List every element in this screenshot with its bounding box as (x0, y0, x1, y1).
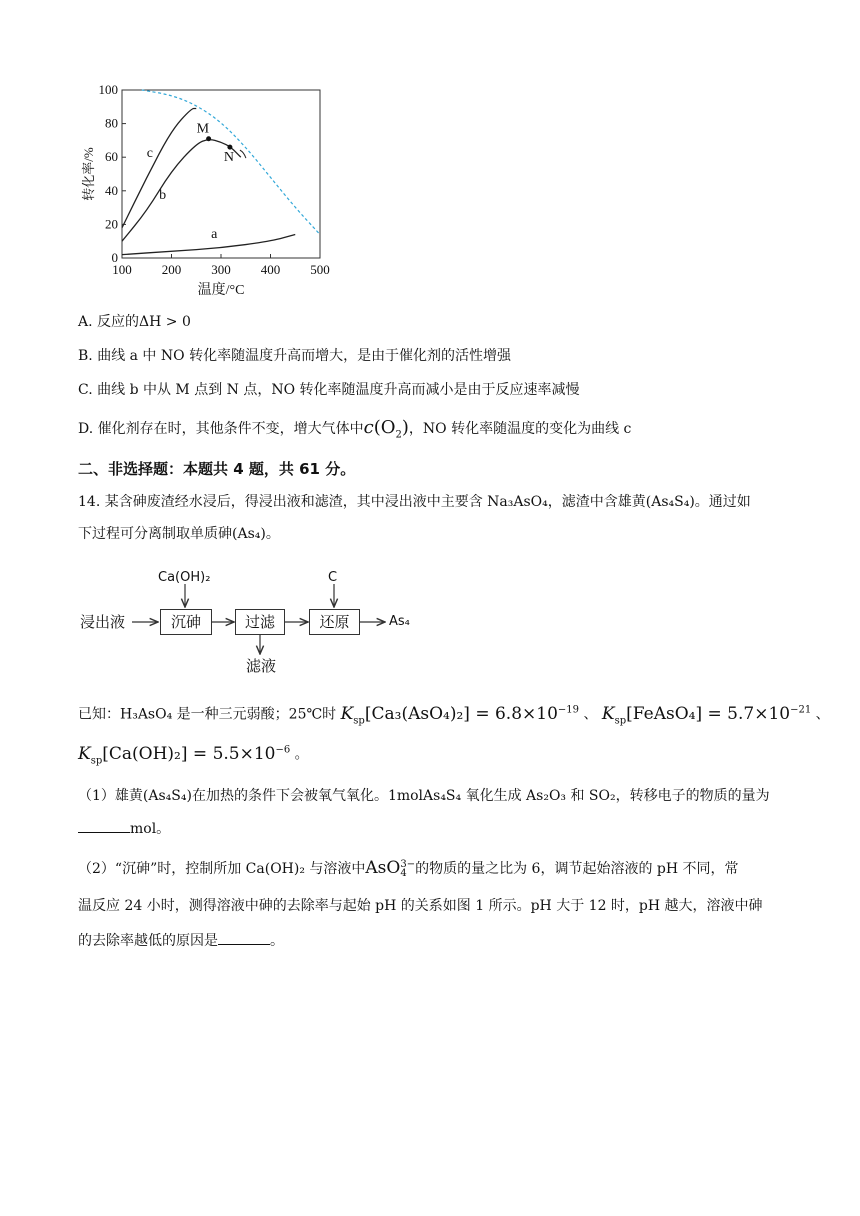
series-label-a: a (211, 226, 218, 242)
flow-input: 浸出液 (80, 613, 126, 631)
flow-reagent-caoh2: Ca(OH)₂ (158, 570, 211, 585)
x-tick-label: 200 (161, 262, 182, 277)
flow-reagent-c: C (328, 570, 338, 585)
flow-output-as4: As₄ (389, 614, 410, 629)
option-b: B. 曲线 a 中 NO 转化率随温度升高而增大，是由于催化剂的活性增强 (78, 348, 512, 364)
answer-blank-1[interactable] (78, 818, 130, 833)
x-axis-label: 温度/°C (197, 283, 245, 298)
ksp-caoh2: $K_{sp}[Ca(OH)_2] = 5.5\times 10^{-6}$ (78, 743, 291, 767)
c-o2-formula: $c(O_2)$ (363, 417, 409, 441)
flow-output-filtrate: 滤液 (246, 657, 277, 675)
q14-part1-line1: （1）雄黄(As₄S₄)在加热的条件下会被氧气氧化。1molAs₄S₄ 氧化生成 As₂O₃ 和 SO₂，转移电子的物质的量为 (78, 788, 770, 804)
y-tick-label: 100 (98, 82, 118, 97)
x-tick-label: 500 (310, 262, 330, 277)
ksp-feaso4: $K_{sp}[FeAsO_4] = 5.7\times 10^{-21}$ (601, 703, 812, 727)
flow-box-chenshen: 沉砷 (160, 609, 212, 635)
series-label-c: c (146, 146, 153, 162)
flow-box-huanyuan: 还原 (309, 609, 360, 635)
x-tick-label: 400 (260, 262, 281, 277)
x-tick-label: 300 (211, 262, 231, 277)
point-N (227, 145, 232, 150)
x-tick-label: 100 (112, 262, 132, 277)
option-d: D. 催化剂存在时，其他条件不变，增大气体中$c(O_2)$，NO 转化率随温度的变化为曲线 c (78, 417, 632, 441)
answer-blank-2[interactable] (218, 930, 270, 945)
series-label-b: b (159, 188, 167, 204)
series-line-c (122, 108, 196, 227)
y-tick-label: 0 (111, 250, 118, 265)
known-line2: $K_{sp}[Ca(OH)_2] = 5.5\times 10^{-6}$ 。 (78, 743, 309, 767)
q14-line1: 14. 某含砷废渣经水浸后，得浸出液和滤渣，其中浸出液中主要含 Na₃AsO₄，滤渣中含雄黄(As₄S₄)。通过如 (78, 494, 751, 510)
point-M (206, 136, 211, 141)
q14-part1-line2: mol。 (78, 818, 170, 839)
y-axis-label: 转化率/% (81, 147, 96, 201)
process-flow-diagram (80, 562, 440, 682)
point-label-N: N (223, 150, 235, 166)
ksp-ca3aso42: $K_{sp}[Ca_3(AsO_4)_2] = 6.8\times 10^{-19}$ (340, 703, 579, 727)
y-tick-label: 40 (105, 182, 118, 198)
plot-frame (122, 90, 320, 258)
y-tick-label: 60 (105, 149, 118, 165)
conversion-chart (75, 80, 345, 305)
flow-box-guolv: 过滤 (235, 609, 285, 635)
q14-part2-line1: （2）“沉砷”时，控制所加 Ca(OH)₂ 与溶液中AsO3− 4 的物质的量之比为 6，调节起始溶液的 pH 不同，常 (78, 858, 739, 879)
aso4-ion: AsO3− 4 (365, 858, 416, 879)
q14-part2-line3: 的去除率越低的原因是 。 (78, 930, 284, 951)
series-line-a (122, 234, 295, 254)
option-a: A. 反应的ΔH > 0 (78, 314, 191, 330)
q14-line2: 下过程可分离制取单质砷(As₄)。 (78, 526, 280, 542)
option-c: C. 曲线 b 中从 M 点到 N 点，NO 转化率随温度升高而减小是由于反应速率减慢 (78, 382, 580, 398)
point-label-M: M (196, 121, 210, 137)
known-line1: 已知：H₃AsO₄ 是一种三元弱酸；25℃时 $K_{sp}[Ca_3(AsO_4)_2] = 6.8\times 10^{-19}$ 、 $K_{sp}[FeAsO_4] = 5.7\times 10^{-21}$ 、 (78, 703, 830, 727)
y-tick-label: 80 (105, 115, 118, 131)
y-tick-label: 20 (105, 216, 118, 232)
q14-part2-line2: 温反应 24 小时，测得溶液中砷的去除率与起始 pH 的关系如图 1 所示。pH 大于 12 时，pH 越大，溶液中砷 (78, 898, 763, 914)
section-heading: 二、非选择题：本题共 4 题，共 61 分。 (78, 460, 356, 478)
